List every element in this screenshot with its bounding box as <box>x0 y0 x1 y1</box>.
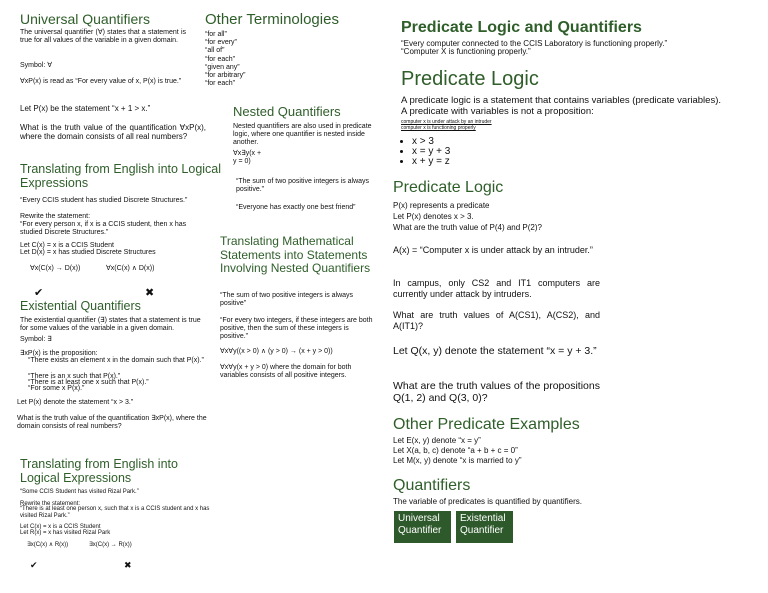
translate1-example: “Every CCIS student has studied Discrete Structures.” <box>20 197 188 204</box>
term-item: “all of” <box>205 47 225 55</box>
translate1-expr-correct: ∀x(C(x) → D(x)) <box>30 265 81 272</box>
translate2-let-c: Let C(x) = x is a CCIS Student <box>20 524 101 530</box>
universal-question: What is the truth value of the quantification ∀xP(x), where the domain consists of all real numbers? <box>20 123 206 142</box>
predicate-small-2: computer x is functioning properly <box>401 125 476 131</box>
existential-line-2: “There is an x such that P(x).” <box>28 373 121 380</box>
translate-math-quote: “The sum of two positive integers is always positive” <box>220 292 354 308</box>
existential-quantifier-button[interactable]: Existential Quantifier <box>455 510 514 544</box>
term-item: “for each” <box>205 80 235 88</box>
bullet-item: • x = y + 3 <box>412 147 450 157</box>
translate1-let-d: Let D(x) = x has studied Discrete Structures <box>20 249 156 256</box>
intro-line-1: “Every computer connected to the CCIS Laboratory is functioning properly.” <box>401 39 668 48</box>
translate2-rewrite-label: Rewrite the statement: <box>20 501 81 507</box>
translate-math-title: Translating Mathematical Statements into Statements Involving Nested Quantifiers <box>220 234 371 275</box>
predicate-bullets <box>396 137 450 167</box>
existential-line-4: “For some x P(x).” <box>28 385 85 392</box>
nested-quote-1: “The sum of two positive integers is always positive.” <box>236 178 370 194</box>
translate1-rewrite-label: Rewrite the statement: <box>20 213 91 220</box>
predicate2-para-1: A(x) = “Computer x is under attack by an intruder.” <box>393 245 593 255</box>
predicate2-para-4: Let Q(x, y) denote the statement “x = y + 3.” <box>393 345 597 357</box>
translate-math-rewrite: “For every two integers, if these integers are both positive, then the sum of these integers is positive.” <box>220 317 373 341</box>
translate2-expr-correct: ∃x(C(x) ∧ R(x)) <box>27 542 69 548</box>
check-icon: ✔ <box>34 287 44 299</box>
example-line-2: Let X(a, b, c) denote “a + b + c = 0” <box>393 446 518 455</box>
predicate2-para-2: In campus, only CS2 and IT1 computers are currently under attack by intruders. <box>393 278 600 299</box>
other-terminologies-title: Other Terminologies <box>205 11 339 28</box>
nested-quote-2: “Everyone has exactly one best friend” <box>236 204 356 211</box>
existential-let: Let P(x) denote the statement “x > 3.” <box>17 399 134 406</box>
translate-english-title-2: Translating from English into Logical Expressions <box>20 457 178 485</box>
translate2-expr-wrong: ∃x(C(x) → R(x)) <box>89 542 132 548</box>
predicate-small-1: computer x is under attack by an intruder <box>401 119 492 125</box>
predicate-logic-title: Predicate Logic <box>401 68 539 90</box>
universal-let: Let P(x) be the statement “x + 1 > x.” <box>20 104 151 113</box>
universal-desc: The universal quantifier (∀) states that a statement is true for all values of the variable in a given domain. <box>20 29 186 45</box>
term-item: “for all” <box>205 31 227 38</box>
term-item: “for arbitrary” <box>205 72 246 80</box>
existential-question: What is the truth value of the quantification ∃xP(x), where the domain consists of real numbers? <box>17 415 207 431</box>
intro-line-2: “Computer X is functioning properly.” <box>401 47 531 56</box>
predicate-desc-1: A predicate logic is a statement that contains variables (predicate variables). <box>401 95 721 106</box>
translate1-let-c: Let C(x) = x is a CCIS Student <box>20 242 114 249</box>
other-predicate-examples-title: Other Predicate Examples <box>393 416 580 433</box>
translate2-example: “Some CCIS Student has visited Rizal Park.” <box>20 489 139 495</box>
predicate-logic-title-2: Predicate Logic <box>393 179 504 196</box>
term-item: “for each” <box>205 55 235 63</box>
translate2-let-r: Let R(x) = x has visited Rizal Park <box>20 530 111 536</box>
bullet-item: • x + y = z <box>412 157 450 167</box>
quantifiers-title: Quantifiers <box>393 477 471 494</box>
nested-desc: Nested quantifiers are also used in predicate logic, where one quantifier is nested inside another. <box>233 123 372 147</box>
existential-symbol: Symbol: ∃ <box>20 336 52 343</box>
universal-quantifiers-title: Universal Quantifiers <box>20 11 150 27</box>
cross-icon: ✖ <box>145 287 155 299</box>
predicate2-para-3: What are truth values of A(CS1), A(CS2), and A(IT1)? <box>393 310 600 331</box>
translate1-rewrite-text: “For every person x, if x is a CCIS student, then x has studied Discrete Structures.” <box>20 221 187 237</box>
bullet-item: • x > 3 <box>412 137 450 147</box>
nested-quantifiers-title: Nested Quantifiers <box>233 104 341 119</box>
cross-icon-2: ✖ <box>124 560 132 570</box>
check-icon-2: ✔ <box>30 560 38 570</box>
example-line-1: Let E(x, y) denote “x = y” <box>393 436 481 445</box>
term-item: “given any” <box>205 63 240 71</box>
nested-expr-1: ∀x∃y(x + <box>233 150 262 157</box>
term-item: “for every” <box>205 39 237 47</box>
predicate2-para-5: What are the truth values of the propositions Q(1, 2) and Q(3, 0)? <box>393 380 600 404</box>
main-title: Predicate Logic and Quantifiers <box>401 19 642 36</box>
translate-english-title-1: Translating from English into Logical Expressions <box>20 162 222 190</box>
predicate-desc-2: A predicate with variables is not a proposition: <box>401 106 594 117</box>
existential-quantifiers-title: Existential Quantifiers <box>20 299 141 313</box>
universal-read: ∀xP(x) is read as “For every value of x, P(x) is true.” <box>20 78 182 85</box>
predicate2-line-2: Let P(x) denotes x > 3. <box>393 212 474 221</box>
nested-expr-2: y = 0) <box>233 158 251 165</box>
translate2-rewrite-text: “There is at least one person x, such that x is a CCIS student and x has visited Rizal Park.” <box>20 506 210 519</box>
existential-line-1: “There exists an element x in the domain such that P(x).” <box>28 357 204 364</box>
universal-quantifier-button[interactable]: Universal Quantifier <box>393 510 452 544</box>
predicate2-line-3: What are the truth value of P(4) and P(2)? <box>393 223 542 232</box>
existential-prop: ∃xP(x) is the proposition: <box>20 350 98 357</box>
example-line-3: Let M(x, y) denote “x is married to y” <box>393 456 522 465</box>
translate-math-final: ∀x∀y(x + y > 0) where the domain for both variables consists of all positive integers. <box>220 364 352 380</box>
translate1-expr-wrong: ∀x(C(x) ∧ D(x)) <box>106 265 155 272</box>
existential-desc: The existential quantifier (∃) states that a statement is true for some values of the variable in a given domain. <box>20 317 201 333</box>
quantifiers-desc: The variable of predicates is quantified by quantifiers. <box>393 497 582 506</box>
universal-symbol: Symbol: ∀ <box>20 62 53 69</box>
predicate2-line-1: P(x) represents a predicate <box>393 201 490 210</box>
translate-math-expr: ∀x∀y((x > 0) ∧ (y > 0) → (x + y > 0)) <box>220 348 333 355</box>
existential-line-3: “There is at least one x such that P(x).” <box>28 379 149 386</box>
terminologies-list <box>205 31 245 88</box>
